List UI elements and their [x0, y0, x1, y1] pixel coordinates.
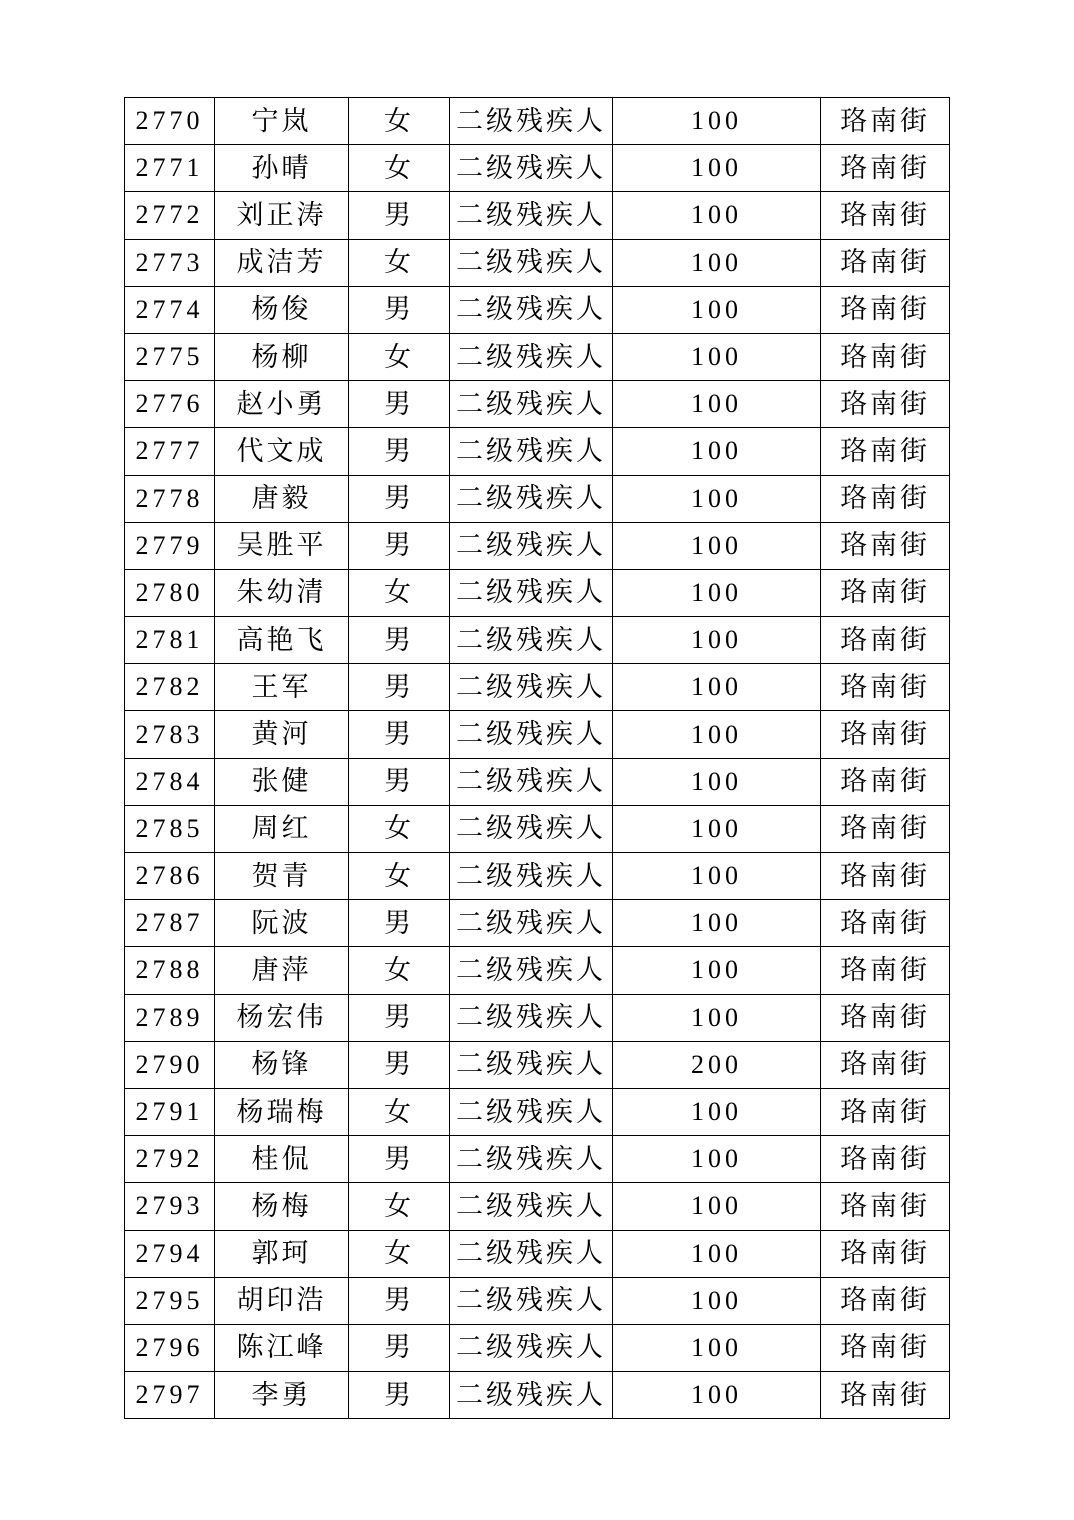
table-row: [125, 947, 950, 994]
street-cell: 珞南街: [821, 1277, 950, 1324]
serial-number-cell: 2793: [125, 1183, 215, 1230]
subsidy-roster-table: [124, 97, 950, 1419]
serial-number-cell: 2781: [125, 617, 215, 664]
person-name-cell: 刘正涛: [215, 192, 349, 239]
gender-cell: 女: [349, 853, 450, 900]
amount-cell: 100: [613, 428, 821, 475]
street-cell: 珞南街: [821, 758, 950, 805]
person-name-cell: 朱幼清: [215, 569, 349, 616]
serial-number-cell: 2783: [125, 711, 215, 758]
table-row: [125, 664, 950, 711]
amount-cell: 100: [613, 522, 821, 569]
gender-cell: 男: [349, 994, 450, 1041]
amount-cell: 100: [613, 1230, 821, 1277]
street-cell: 珞南街: [821, 333, 950, 380]
street-cell: 珞南街: [821, 711, 950, 758]
person-name-cell: 成洁芳: [215, 239, 349, 286]
disability-level-cell: 二级残疾人: [450, 994, 613, 1041]
disability-level-cell: 二级残疾人: [450, 145, 613, 192]
gender-cell: 男: [349, 1372, 450, 1419]
person-name-cell: 杨梅: [215, 1183, 349, 1230]
table-row: [125, 900, 950, 947]
street-cell: 珞南街: [821, 286, 950, 333]
roster-body: [125, 98, 950, 1419]
street-cell: 珞南街: [821, 569, 950, 616]
person-name-cell: 赵小勇: [215, 381, 349, 428]
serial-number-cell: 2789: [125, 994, 215, 1041]
person-name-cell: 唐萍: [215, 947, 349, 994]
street-cell: 珞南街: [821, 617, 950, 664]
street-cell: 珞南街: [821, 239, 950, 286]
serial-number-cell: 2792: [125, 1136, 215, 1183]
table-row: [125, 475, 950, 522]
amount-cell: 200: [613, 1041, 821, 1088]
street-cell: 珞南街: [821, 1324, 950, 1371]
disability-level-cell: 二级残疾人: [450, 1277, 613, 1324]
serial-number-cell: 2794: [125, 1230, 215, 1277]
disability-level-cell: 二级残疾人: [450, 522, 613, 569]
serial-number-cell: 2777: [125, 428, 215, 475]
person-name-cell: 贺青: [215, 853, 349, 900]
person-name-cell: 李勇: [215, 1372, 349, 1419]
table-row: [125, 569, 950, 616]
serial-number-cell: 2770: [125, 98, 215, 145]
disability-level-cell: 二级残疾人: [450, 617, 613, 664]
table-row: [125, 1136, 950, 1183]
gender-cell: 男: [349, 664, 450, 711]
disability-level-cell: 二级残疾人: [450, 758, 613, 805]
street-cell: 珞南街: [821, 994, 950, 1041]
table-row: [125, 286, 950, 333]
person-name-cell: 桂侃: [215, 1136, 349, 1183]
amount-cell: 100: [613, 900, 821, 947]
serial-number-cell: 2790: [125, 1041, 215, 1088]
amount-cell: 100: [613, 333, 821, 380]
street-cell: 珞南街: [821, 381, 950, 428]
disability-level-cell: 二级残疾人: [450, 1136, 613, 1183]
table-row: [125, 1088, 950, 1135]
gender-cell: 男: [349, 617, 450, 664]
street-cell: 珞南街: [821, 98, 950, 145]
disability-level-cell: 二级残疾人: [450, 805, 613, 852]
disability-level-cell: 二级残疾人: [450, 1324, 613, 1371]
serial-number-cell: 2771: [125, 145, 215, 192]
serial-number-cell: 2775: [125, 333, 215, 380]
table-row: [125, 1041, 950, 1088]
street-cell: 珞南街: [821, 1183, 950, 1230]
gender-cell: 男: [349, 1041, 450, 1088]
table-row: [125, 192, 950, 239]
amount-cell: 100: [613, 664, 821, 711]
serial-number-cell: 2773: [125, 239, 215, 286]
serial-number-cell: 2772: [125, 192, 215, 239]
serial-number-cell: 2779: [125, 522, 215, 569]
table-row: [125, 522, 950, 569]
table-row: [125, 1230, 950, 1277]
disability-level-cell: 二级残疾人: [450, 853, 613, 900]
person-name-cell: 黄河: [215, 711, 349, 758]
person-name-cell: 杨瑞梅: [215, 1088, 349, 1135]
gender-cell: 男: [349, 381, 450, 428]
street-cell: 珞南街: [821, 853, 950, 900]
disability-level-cell: 二级残疾人: [450, 569, 613, 616]
disability-level-cell: 二级残疾人: [450, 286, 613, 333]
table-row: [125, 1277, 950, 1324]
person-name-cell: 杨俊: [215, 286, 349, 333]
amount-cell: 100: [613, 1277, 821, 1324]
amount-cell: 100: [613, 994, 821, 1041]
serial-number-cell: 2780: [125, 569, 215, 616]
person-name-cell: 陈江峰: [215, 1324, 349, 1371]
gender-cell: 女: [349, 947, 450, 994]
table-row: [125, 617, 950, 664]
amount-cell: 100: [613, 617, 821, 664]
table-row: [125, 381, 950, 428]
person-name-cell: 杨锋: [215, 1041, 349, 1088]
amount-cell: 100: [613, 947, 821, 994]
gender-cell: 男: [349, 192, 450, 239]
table-row: [125, 145, 950, 192]
person-name-cell: 高艳飞: [215, 617, 349, 664]
gender-cell: 男: [349, 428, 450, 475]
serial-number-cell: 2797: [125, 1372, 215, 1419]
gender-cell: 男: [349, 286, 450, 333]
person-name-cell: 王军: [215, 664, 349, 711]
gender-cell: 女: [349, 333, 450, 380]
serial-number-cell: 2774: [125, 286, 215, 333]
amount-cell: 100: [613, 1183, 821, 1230]
person-name-cell: 孙晴: [215, 145, 349, 192]
amount-cell: 100: [613, 239, 821, 286]
amount-cell: 100: [613, 853, 821, 900]
street-cell: 珞南街: [821, 522, 950, 569]
amount-cell: 100: [613, 145, 821, 192]
table-row: [125, 994, 950, 1041]
serial-number-cell: 2787: [125, 900, 215, 947]
disability-level-cell: 二级残疾人: [450, 428, 613, 475]
gender-cell: 女: [349, 1088, 450, 1135]
person-name-cell: 周红: [215, 805, 349, 852]
amount-cell: 100: [613, 569, 821, 616]
table-row: [125, 98, 950, 145]
serial-number-cell: 2776: [125, 381, 215, 428]
disability-level-cell: 二级残疾人: [450, 381, 613, 428]
person-name-cell: 张健: [215, 758, 349, 805]
amount-cell: 100: [613, 711, 821, 758]
table-row: [125, 853, 950, 900]
gender-cell: 男: [349, 1136, 450, 1183]
amount-cell: 100: [613, 1136, 821, 1183]
serial-number-cell: 2784: [125, 758, 215, 805]
amount-cell: 100: [613, 805, 821, 852]
table-row: [125, 1372, 950, 1419]
street-cell: 珞南街: [821, 947, 950, 994]
amount-cell: 100: [613, 1372, 821, 1419]
amount-cell: 100: [613, 1324, 821, 1371]
person-name-cell: 宁岚: [215, 98, 349, 145]
street-cell: 珞南街: [821, 192, 950, 239]
serial-number-cell: 2796: [125, 1324, 215, 1371]
amount-cell: 100: [613, 1088, 821, 1135]
amount-cell: 100: [613, 98, 821, 145]
table-row: [125, 333, 950, 380]
gender-cell: 女: [349, 805, 450, 852]
serial-number-cell: 2795: [125, 1277, 215, 1324]
street-cell: 珞南街: [821, 145, 950, 192]
amount-cell: 100: [613, 758, 821, 805]
disability-level-cell: 二级残疾人: [450, 1088, 613, 1135]
person-name-cell: 阮波: [215, 900, 349, 947]
gender-cell: 女: [349, 569, 450, 616]
street-cell: 珞南街: [821, 805, 950, 852]
disability-level-cell: 二级残疾人: [450, 947, 613, 994]
gender-cell: 男: [349, 1324, 450, 1371]
gender-cell: 男: [349, 711, 450, 758]
gender-cell: 男: [349, 758, 450, 805]
disability-level-cell: 二级残疾人: [450, 1041, 613, 1088]
person-name-cell: 唐毅: [215, 475, 349, 522]
table-row: [125, 239, 950, 286]
gender-cell: 男: [349, 900, 450, 947]
serial-number-cell: 2785: [125, 805, 215, 852]
person-name-cell: 杨柳: [215, 333, 349, 380]
disability-level-cell: 二级残疾人: [450, 711, 613, 758]
disability-level-cell: 二级残疾人: [450, 98, 613, 145]
gender-cell: 男: [349, 1277, 450, 1324]
amount-cell: 100: [613, 286, 821, 333]
street-cell: 珞南街: [821, 900, 950, 947]
disability-level-cell: 二级残疾人: [450, 333, 613, 380]
gender-cell: 女: [349, 1183, 450, 1230]
street-cell: 珞南街: [821, 1372, 950, 1419]
disability-level-cell: 二级残疾人: [450, 1372, 613, 1419]
table-row: [125, 1183, 950, 1230]
street-cell: 珞南街: [821, 1041, 950, 1088]
disability-level-cell: 二级残疾人: [450, 192, 613, 239]
disability-level-cell: 二级残疾人: [450, 900, 613, 947]
gender-cell: 女: [349, 239, 450, 286]
street-cell: 珞南街: [821, 1088, 950, 1135]
disability-level-cell: 二级残疾人: [450, 1183, 613, 1230]
disability-level-cell: 二级残疾人: [450, 239, 613, 286]
amount-cell: 100: [613, 475, 821, 522]
table-row: [125, 711, 950, 758]
street-cell: 珞南街: [821, 428, 950, 475]
gender-cell: 女: [349, 98, 450, 145]
street-cell: 珞南街: [821, 664, 950, 711]
table-row: [125, 428, 950, 475]
street-cell: 珞南街: [821, 1230, 950, 1277]
disability-level-cell: 二级残疾人: [450, 475, 613, 522]
serial-number-cell: 2791: [125, 1088, 215, 1135]
disability-level-cell: 二级残疾人: [450, 664, 613, 711]
gender-cell: 女: [349, 145, 450, 192]
amount-cell: 100: [613, 381, 821, 428]
gender-cell: 男: [349, 522, 450, 569]
serial-number-cell: 2778: [125, 475, 215, 522]
table-row: [125, 758, 950, 805]
amount-cell: 100: [613, 192, 821, 239]
table-row: [125, 1324, 950, 1371]
person-name-cell: 郭珂: [215, 1230, 349, 1277]
serial-number-cell: 2788: [125, 947, 215, 994]
gender-cell: 女: [349, 1230, 450, 1277]
gender-cell: 男: [349, 475, 450, 522]
disability-level-cell: 二级残疾人: [450, 1230, 613, 1277]
street-cell: 珞南街: [821, 1136, 950, 1183]
serial-number-cell: 2782: [125, 664, 215, 711]
person-name-cell: 胡印浩: [215, 1277, 349, 1324]
serial-number-cell: 2786: [125, 853, 215, 900]
person-name-cell: 代文成: [215, 428, 349, 475]
person-name-cell: 杨宏伟: [215, 994, 349, 1041]
street-cell: 珞南街: [821, 475, 950, 522]
person-name-cell: 吴胜平: [215, 522, 349, 569]
table-row: [125, 805, 950, 852]
